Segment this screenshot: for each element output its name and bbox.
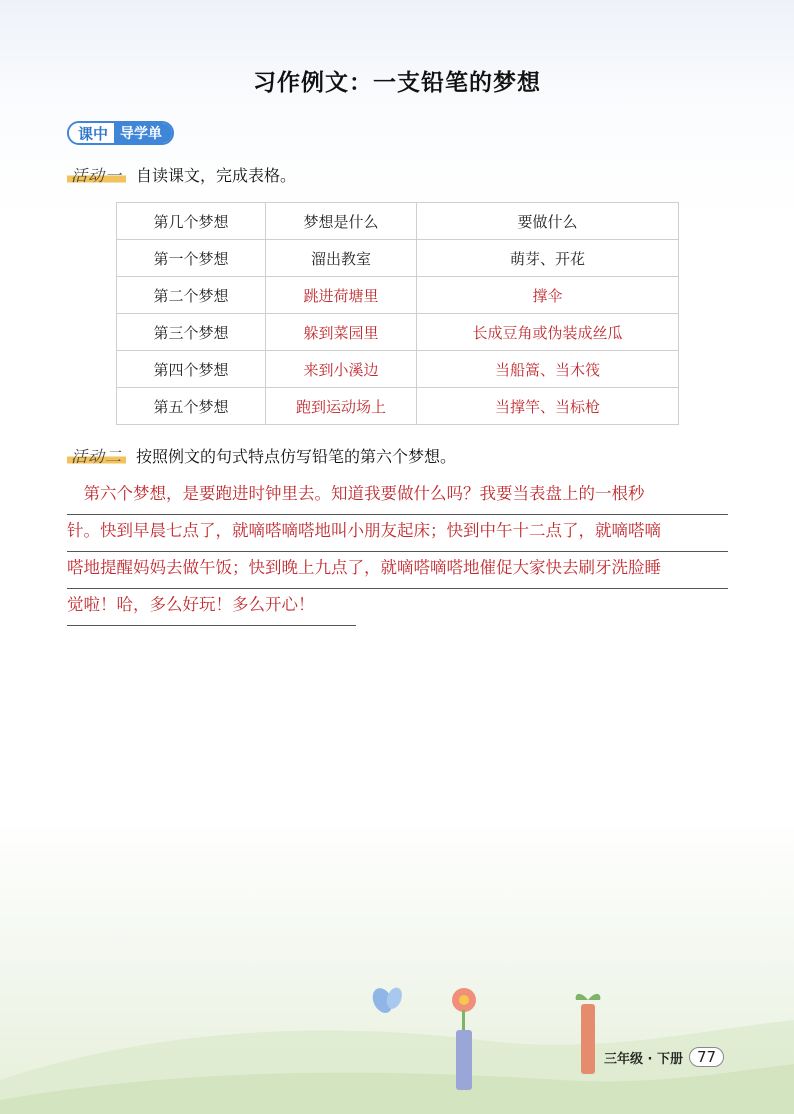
cell-which: 第三个梦想 [117,314,266,351]
header-todo: 要做什么 [417,203,679,240]
cell-what: 溜出教室 [266,240,417,277]
page-title: 习作例文：一支铅笔的梦想 [253,70,541,96]
table-row [117,351,679,388]
cell-which: 第四个梦想 [117,351,266,388]
activity-two-text: 按照例文的句式特点仿写铅笔的第六个梦想。 [136,447,457,466]
essay-line: 针。快到早晨七点了，就嘀嗒嘀嗒地叫小朋友起床；快到中午十二点了，就嘀嗒嘀 [67,515,728,552]
essay-line: 第六个梦想，是要跑进时钟里去。知道我要做什么吗？我要当表盘上的一根秒 [67,478,728,515]
cell-what: 躲到菜园里 [266,314,417,351]
badge-left-label: 课中 [69,123,114,143]
table-row [117,388,679,425]
cell-which: 第一个梦想 [117,240,266,277]
cell-which: 第五个梦想 [117,388,266,425]
grade-label: 三年级 · 下册 [604,1051,683,1067]
header-which: 第几个梦想 [117,203,266,240]
dreams-table [116,202,679,425]
meadow-illustration [0,960,794,1114]
table-row [117,277,679,314]
activity-one [67,163,296,186]
page-footer [604,1047,724,1067]
table-row [117,314,679,351]
section-badge [67,121,174,145]
cell-todo: 长成豆角或伪装成丝瓜 [417,314,679,351]
cell-todo: 萌芽、开花 [417,240,679,277]
cell-todo: 当撑竿、当标枪 [417,388,679,425]
essay-line: 觉啦！哈，多么好玩！多么开心！ [67,589,356,626]
cell-which: 第二个梦想 [117,277,266,314]
butterfly-icon [369,985,405,1016]
essay-answer [67,478,728,626]
cell-what: 跳进荷塘里 [266,277,417,314]
activity-two-tag: 活动二 [67,444,126,467]
page-number: 77 [689,1047,724,1067]
cell-todo: 撑伞 [417,277,679,314]
cell-what: 跑到运动场上 [266,388,417,425]
table-row [117,240,679,277]
cell-todo: 当船篙、当木筏 [417,351,679,388]
activity-two [67,444,456,467]
activity-one-text: 自读课文，完成表格。 [136,166,297,185]
essay-line: 嗒地提醒妈妈去做午饭；快到晚上九点了，就嘀嗒嘀嗒地催促大家快去刷牙洗脸睡 [67,552,728,589]
badge-right-label: 导学单 [114,123,172,143]
table-header-row [117,203,679,240]
activity-one-tag: 活动一 [67,163,126,186]
header-what: 梦想是什么 [266,203,417,240]
cell-what: 来到小溪边 [266,351,417,388]
